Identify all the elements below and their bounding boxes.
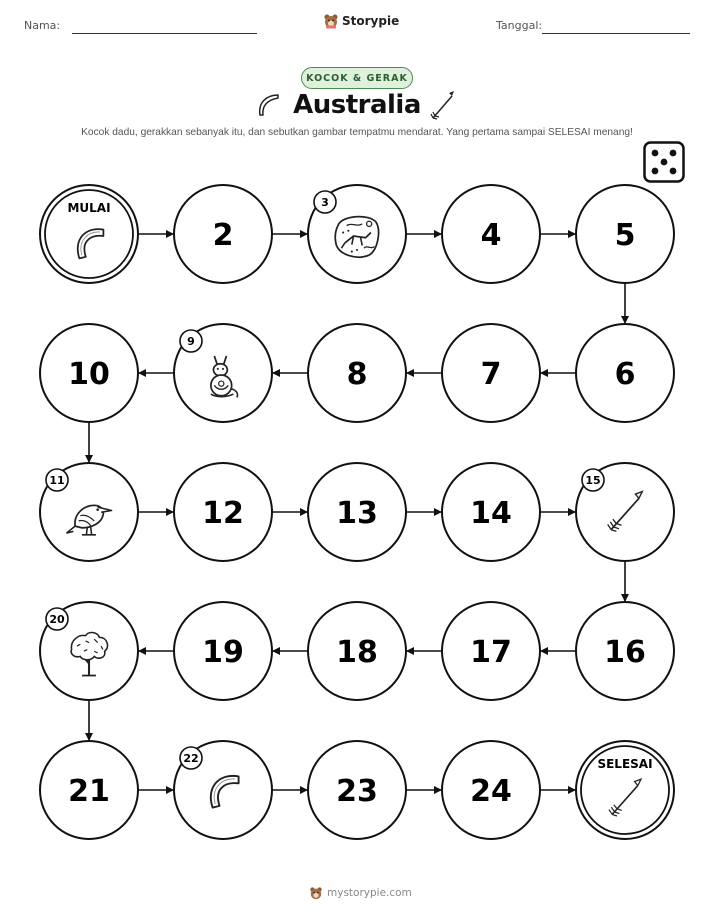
board-space-14 [442, 463, 540, 561]
space-number: 8 [346, 357, 368, 392]
board-space-20 [40, 602, 138, 700]
space-number: 24 [470, 774, 512, 809]
board-space-8 [308, 324, 406, 422]
bear-logo-icon [309, 886, 323, 900]
board-space-11 [40, 463, 138, 561]
space-number: 21 [68, 774, 110, 809]
space-number: 7 [480, 357, 502, 392]
board-space-17 [442, 602, 540, 700]
brand-name: Storypie [342, 14, 400, 28]
board-space-3 [308, 185, 406, 283]
board-space-9 [174, 324, 272, 422]
board-space-23 [308, 741, 406, 839]
space-number: 4 [480, 218, 502, 253]
board-space-21 [40, 741, 138, 839]
space-number: 16 [604, 635, 646, 670]
space-number: 5 [614, 218, 636, 253]
board-space-5 [576, 185, 674, 283]
board-space-15 [576, 463, 674, 561]
space-number: 2 [212, 218, 234, 253]
space-number: 12 [202, 496, 244, 531]
space-number: 18 [336, 635, 378, 670]
space-number: 17 [470, 635, 512, 670]
board-space-13 [308, 463, 406, 561]
space-number: 15 [585, 474, 601, 487]
board-space-1 [40, 185, 138, 283]
board-space-2 [174, 185, 272, 283]
page-title: Australia [293, 90, 421, 120]
footer-url[interactable]: mystorypie.com [327, 887, 412, 899]
board-space-4 [442, 185, 540, 283]
board-cells [40, 185, 674, 839]
board-space-7 [442, 324, 540, 422]
start-label: MULAI [67, 201, 111, 215]
board-space-19 [174, 602, 272, 700]
space-number: 20 [49, 613, 65, 626]
aboriginal-art-icon [335, 217, 378, 258]
footer [309, 886, 412, 900]
space-number: 13 [336, 496, 378, 531]
space-number: 6 [614, 357, 636, 392]
board-space-6 [576, 324, 674, 422]
board-space-12 [174, 463, 272, 561]
game-type-badge: KOCOK & GERAK [301, 67, 413, 89]
board-space-22 [174, 741, 272, 839]
finish-label: SELESAI [597, 757, 653, 771]
instructions: Kocok dadu, gerakkan sebanyak itu, dan sebutkan gambar tempatmu mendarat. Yang pertama sampai SELESAI menang! [81, 127, 633, 138]
space-number: 19 [202, 635, 244, 670]
space-number: 9 [187, 335, 195, 348]
name-label: Nama: [24, 19, 61, 32]
date-label: Tanggal: [496, 19, 543, 32]
space-number: 23 [336, 774, 378, 809]
board-space-24 [442, 741, 540, 839]
space-number: 3 [321, 196, 329, 209]
board-space-18 [308, 602, 406, 700]
board-space-25 [576, 741, 674, 839]
space-number: 14 [470, 496, 512, 531]
board-space-16 [576, 602, 674, 700]
space-number: 11 [49, 474, 65, 487]
board-space-10 [40, 324, 138, 422]
space-number: 10 [68, 357, 110, 392]
space-number: 22 [183, 752, 199, 765]
